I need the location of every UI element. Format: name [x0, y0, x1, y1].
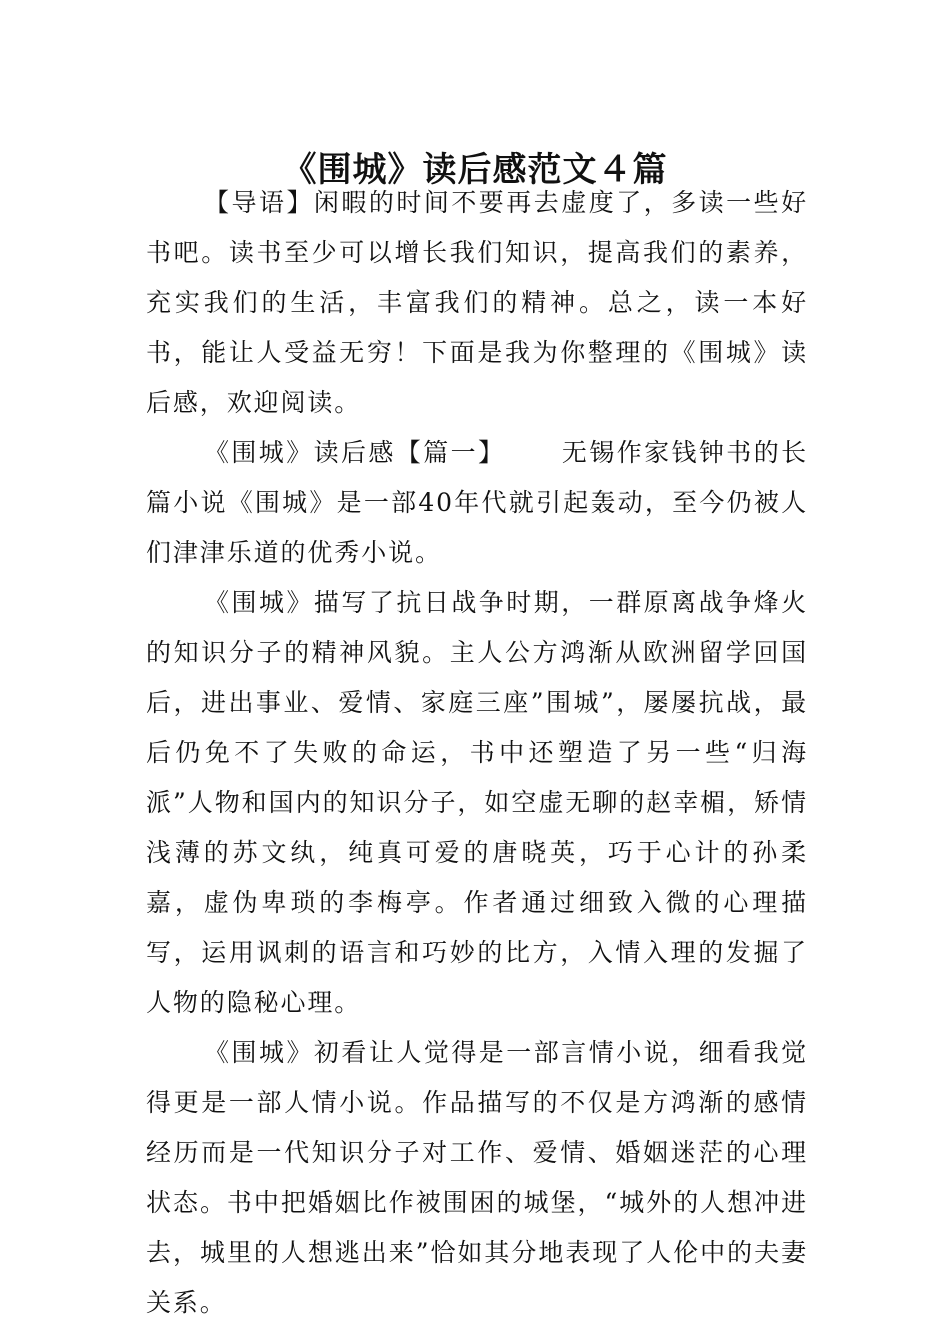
- section-one-text: 无锡作家钱钟书的长篇小说《围城》是一部40年代就引起轰动，至今仍被人们津津乐道的优秀小说。: [146, 438, 809, 567]
- section-heading: 《围城》读后感【篇一】: [204, 438, 506, 467]
- page-title: 《围城》读后感范文４篇: [282, 149, 668, 190]
- paragraph-intro: 【导语】闲暇的时间不要再去虚度了，多读一些好书吧。读书至少可以增长我们知识，提高我们的素养，充实我们的生活，丰富我们的精神。总之，读一本好书，能让人受益无穷！下面是我为你整理的《围城》读后感，欢迎阅读。: [146, 188, 808, 417]
- paragraph-description: 《围城》描写了抗日战争时期，一群原离战争烽火的知识分子的精神风貌。主人公方鸿渐从欧洲留学回国后，进出事业、爱情、家庭三座”围城”，屡屡抗战，最后仍免不了失败的命运，书中还塑造了另一些“归海派”人物和国内的知识分子，如空虚无聊的赵幸楣，矫情浅薄的苏文纨，纯真可爱的唐晓英，巧于心计的孙柔嘉，虚伪卑琐的李梅亭。作者通过细致入微的心理描写，运用讽刺的语言和巧妙的比方，入情入理的发掘了人物的隐秘心理。: [146, 588, 808, 1017]
- document-body: [146, 178, 808, 1328]
- paragraph-section-one: [146, 428, 808, 578]
- paragraph-analysis: 《围城》初看让人觉得是一部言情小说，细看我觉得更是一部人情小说。作品描写的不仅是方鸿渐的感情经历而是一代知识分子对工作、爱情、婚姻迷茫的心理状态。书中把婚姻比作被围困的城堡，“城外的人想冲进去，城里的人想逃出来”恰如其分地表现了人伦中的夫妻关系。: [146, 1038, 808, 1317]
